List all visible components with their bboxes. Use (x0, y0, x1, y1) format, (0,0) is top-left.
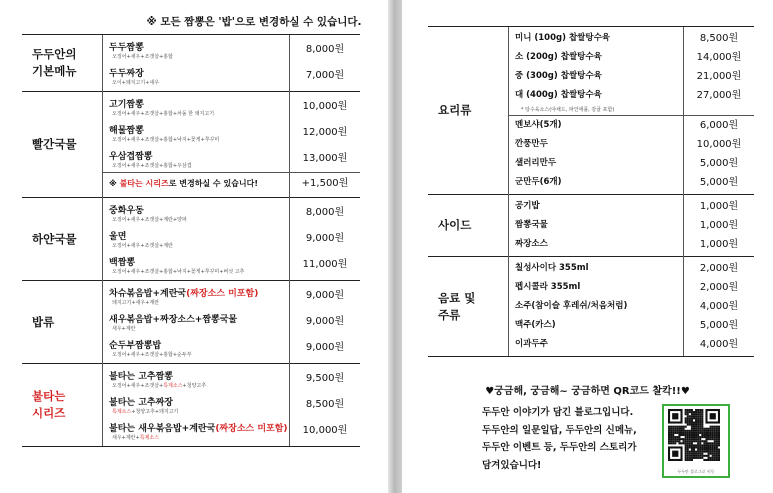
category-label-line: 주류 (438, 307, 461, 322)
menu-section (22, 198, 360, 281)
menu-item (109, 37, 289, 63)
menu-item (109, 120, 289, 146)
item-price: 13,000원 (302, 153, 348, 164)
menu-item: 중 (300g) 찹쌀탕수육 (515, 71, 602, 81)
category-label (428, 257, 509, 357)
section-items (103, 281, 290, 364)
menu-item: 샐러리만두 (515, 158, 557, 168)
item-desc: 오징어+새우+조갯살+홍합+낙지+꽃게+쭈꾸미 (112, 137, 220, 143)
sauce-note-spacer (684, 105, 754, 115)
category-label-line: 불타는 (32, 389, 66, 404)
item-price: 10,000원 (302, 425, 348, 436)
item-desc: 오징어+새우+조갯살+홍합+순두부 (112, 352, 192, 358)
item-name (109, 421, 288, 434)
section-prices (290, 35, 361, 92)
menu-item: 짬뽕국물 (515, 220, 548, 230)
item-name: 새우볶음밥+짜장소스+짬뽕국물 (109, 315, 238, 325)
promo-line: 두두안의 일문일답, 두두안의 신메뉴, (482, 424, 637, 436)
item-price: 5,000원 (699, 177, 739, 188)
item-desc-pre: 새우+계란+ (112, 435, 140, 441)
item-name: 두두짜장 (109, 69, 144, 79)
item-price: 8,500원 (305, 399, 345, 410)
section-prices (684, 257, 755, 357)
item-desc: 오이+돼지고기+새우 (112, 80, 160, 86)
section-items (103, 35, 290, 92)
promo-headline: ♥궁금해, 궁금해~ 궁금하면 QR코드 찰칵!!♥ (485, 386, 690, 397)
note-pre: ※ (109, 179, 120, 188)
category-label (22, 35, 103, 92)
menu-section (428, 257, 754, 357)
menu-item (109, 94, 289, 120)
qr-code[interactable] (662, 404, 730, 478)
item-desc: 오징어+새우+조갯살+홍합+차돌 한 돼지고기 (112, 111, 215, 117)
menu-item: 멘보샤(5개) (515, 120, 562, 130)
fire-series-note (103, 172, 289, 195)
item-desc: 오징어+새우+조갯살+계란+양파 (112, 217, 187, 223)
note-highlight: 불타는 시리즈 (119, 179, 169, 188)
item-price: 1,000원 (699, 220, 739, 231)
section-prices (684, 195, 755, 257)
menu-item: 소 (200g) 찹쌀탕수육 (515, 52, 602, 62)
item-desc: 오징어+새우+조갯살+홍합+우삼겹 (112, 163, 192, 169)
blog-promo (402, 382, 773, 474)
section-items (103, 92, 290, 198)
menu-item (109, 252, 289, 278)
item-name (109, 286, 258, 299)
item-price: 5,000원 (699, 320, 739, 331)
item-name: 순두부짬뽕밥 (109, 341, 162, 351)
item-price: 2,000원 (699, 282, 739, 293)
item-desc: 돼지고기+새우+계란 (112, 300, 160, 306)
item-price: 7,000원 (305, 70, 345, 81)
section-prices (290, 198, 361, 281)
menu-item (109, 418, 289, 444)
category-label-line: 두두안의 (32, 47, 77, 62)
category-label (22, 364, 103, 447)
category-label-line: 밥류 (32, 314, 55, 329)
item-name: 불타는 고추짜장 (109, 398, 173, 408)
menu-item: 맥주(카스) (515, 320, 556, 330)
item-desc: 오징어+새우+조갯살+계란 (112, 243, 173, 249)
menu-section (22, 364, 360, 447)
item-price: 21,000원 (696, 71, 742, 82)
section-items (509, 257, 684, 357)
section-prices (290, 281, 361, 364)
menu-item: 이과두주 (515, 339, 548, 349)
item-desc-pre: 오징어+새우+조갯살+ (112, 383, 164, 389)
item-price: 9,000원 (305, 342, 345, 353)
item-price: 4,000원 (699, 301, 739, 312)
menu-item (109, 309, 289, 335)
item-desc (112, 408, 178, 415)
promo-line: 두두안 이벤트 등, 두두안의 스토리가 (482, 442, 637, 453)
section-prices (684, 27, 755, 195)
right-menu-page (402, 0, 773, 493)
item-desc-sauce: 특제소스 (112, 409, 132, 415)
item-desc: 오징어+새우+조갯살+홍합 (112, 54, 173, 60)
item-desc-post: +청양고추+돼지고기 (131, 409, 179, 415)
category-label (22, 281, 103, 364)
menu-item: 대 (400g) 찹쌀탕수육 (515, 90, 602, 100)
category-label-line: 하얀국물 (32, 231, 77, 246)
promo-line: 담겨있습니다! (482, 459, 542, 471)
item-price: 9,500원 (305, 373, 345, 384)
item-price: 11,000원 (302, 259, 348, 270)
menu-item (109, 392, 289, 418)
item-name: 중화우동 (109, 206, 144, 216)
menu-item (109, 366, 289, 392)
menu-item: 소주(참이슬 후레쉬/처음처럼) (515, 301, 628, 311)
item-name: 해물짬뽕 (109, 126, 144, 136)
item-price: 14,000원 (696, 52, 742, 63)
item-name-main: 차슈볶음밥+계란국 (109, 289, 187, 299)
section-prices (290, 364, 361, 447)
menu-item: 펩시콜라 355ml (515, 282, 581, 292)
menu-item: 공기밥 (515, 201, 540, 211)
category-label (22, 92, 103, 198)
right-menu-table (428, 26, 754, 357)
item-desc: 새우+계란 (112, 326, 136, 332)
menu-section (428, 195, 754, 257)
item-name: 우삼겹짬뽕 (109, 152, 153, 162)
category-label-line: 시리즈 (32, 406, 66, 420)
category-label-line: 기본메뉴 (32, 64, 77, 78)
item-price: 9,000원 (305, 233, 345, 244)
section-items (509, 27, 684, 195)
item-name: 두두짬뽕 (109, 43, 144, 53)
menu-item: 칠성사이다 355ml (515, 263, 589, 273)
category-label-line: 사이드 (438, 218, 472, 233)
menu-item (109, 335, 289, 361)
item-name-note: (짜장소스 미포함) (186, 289, 259, 299)
note-post: 로 변경하실 수 있습니다! (168, 179, 259, 188)
item-price: 27,000원 (696, 90, 742, 101)
item-price: 10,000원 (696, 139, 742, 150)
category-label-line: 요리류 (438, 103, 472, 118)
item-price: 1,000원 (699, 239, 739, 250)
item-name: 불타는 고추짬뽕 (109, 372, 173, 382)
menu-item (109, 226, 289, 252)
qr-code-icon (668, 409, 720, 461)
menu-section (428, 27, 754, 195)
menu-item: 짜장소스 (515, 239, 548, 249)
item-desc: 오징어+새우+조갯살+홍합+낙지+꽃게+쭈꾸미+버섯 고추 (112, 269, 245, 275)
item-price: 8,500원 (699, 33, 739, 44)
item-name: 백짬뽕 (109, 258, 136, 268)
item-price: 8,000원 (305, 44, 345, 55)
book-gutter (388, 0, 402, 493)
menu-section (22, 92, 360, 198)
item-name: 울면 (109, 232, 127, 242)
item-desc-sauce: 특제소스 (163, 383, 183, 389)
menu-section (22, 35, 360, 92)
item-price: 6,000원 (699, 120, 739, 131)
item-price: 12,000원 (302, 127, 348, 138)
menu-item: 깐풍만두 (515, 139, 548, 149)
promo-text (482, 404, 637, 474)
item-price: 4,000원 (699, 339, 739, 350)
category-label (22, 198, 103, 281)
item-name: 고기짬뽕 (109, 100, 144, 110)
promo-line: 두두안 이야기가 담긴 블로그입니다. (482, 407, 634, 418)
left-menu-table (22, 34, 360, 447)
menu-item: 군만두(6개) (515, 177, 562, 187)
item-name-main: 불타는 새우볶음밥+계란국 (109, 424, 216, 434)
item-desc (112, 434, 159, 441)
menu-section (22, 281, 360, 364)
item-price: 5,000원 (699, 158, 739, 169)
menu-item (109, 63, 289, 89)
item-price: 9,000원 (305, 316, 345, 327)
menu-item: 미니 (100g) 찹쌀탕수육 (515, 33, 610, 43)
section-items (103, 198, 290, 281)
item-desc-sauce: 특제소스 (139, 435, 160, 441)
item-name-note: (짜장소스 미포함) (215, 424, 288, 434)
note-price: +1,500원 (290, 172, 360, 195)
category-label (428, 195, 509, 257)
section-items (103, 364, 290, 447)
sauce-note: * 탕수육소스(야채드, 파인애플, 감귤 포함) (521, 107, 615, 113)
item-price: 1,000원 (699, 201, 739, 212)
item-price: 2,000원 (699, 263, 739, 274)
menu-item (109, 283, 289, 309)
menu-item (109, 146, 289, 172)
section-prices (290, 92, 361, 198)
category-label (428, 27, 509, 195)
item-price: 10,000원 (302, 101, 348, 112)
qr-caption: 두두안 블로그로 이동 (677, 469, 715, 474)
item-desc-post: +청양고추 (182, 383, 207, 389)
category-label-line: 음료 및 (438, 290, 476, 305)
category-label-line: 빨간국물 (32, 137, 77, 152)
menu-item (109, 200, 289, 226)
item-price: 8,000원 (305, 207, 345, 218)
item-price: 9,000원 (305, 290, 345, 301)
item-desc (112, 382, 206, 389)
rice-change-note: ※ 모든 짬뽕은 '밥'으로 변경하실 수 있습니다. (146, 16, 362, 28)
section-items (509, 195, 684, 257)
